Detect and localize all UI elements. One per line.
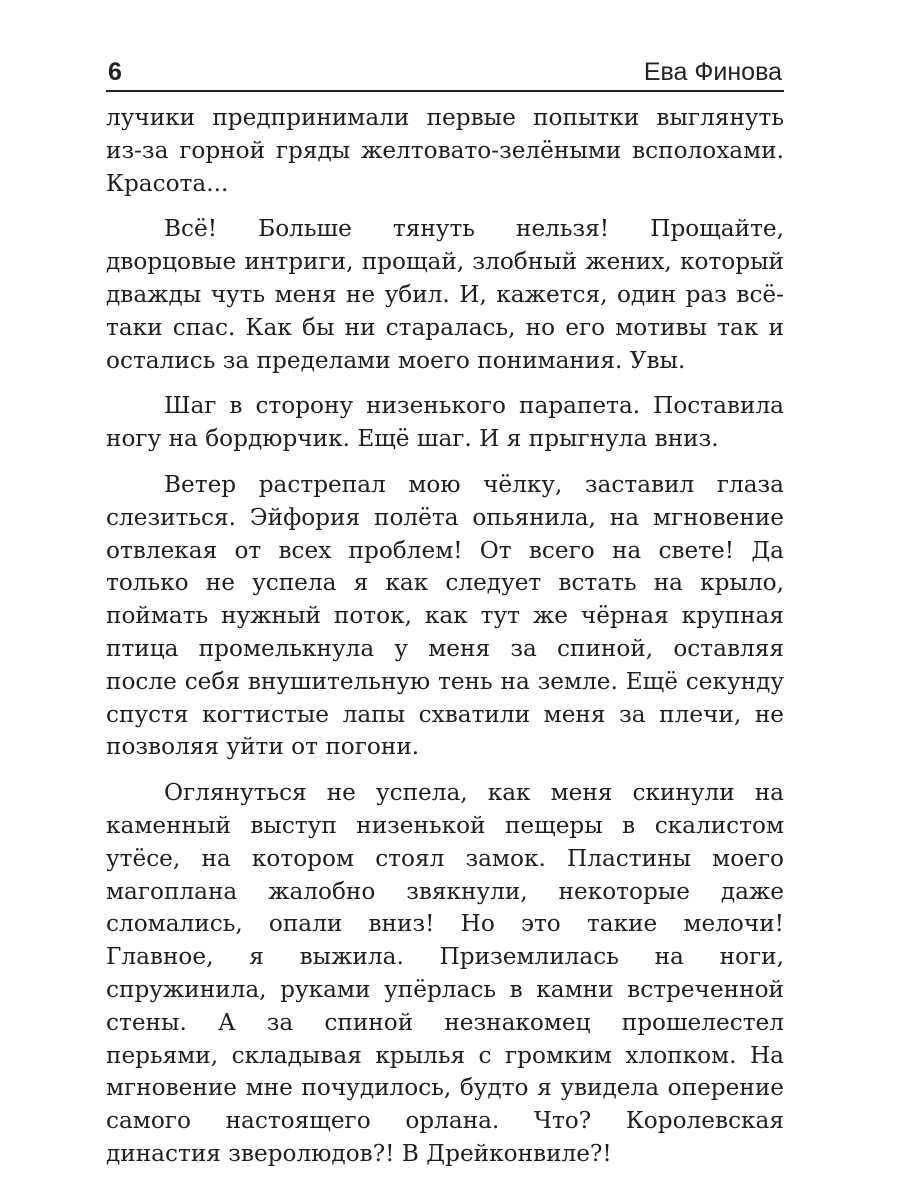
book-page [106,54,784,1174]
paragraph: лучики предпринимали первые попытки выглянуть из-за горной гряды желтовато-зелёными всполохами. Красота... [106,104,784,197]
body-text [106,102,784,1171]
header-rule [106,90,784,92]
page-number: 6 [108,58,122,86]
paragraph: Всё! Больше тянуть нельзя! Прощайте, дворцовые интриги, прощай, злобный жених, который дважды чуть меня не убил. И, кажется, один раз всё-таки спас. Как бы ни старалась, но его мотивы так и остались за пределами моего понимания. Увы. [106,215,784,374]
author-name: Ева Финова [643,58,782,86]
running-header [106,54,784,90]
paragraph: Шаг в сторону низенького парапета. Поставила ногу на бордюрчик. Ещё шаг. И я прыгнула вниз. [106,392,784,453]
paragraph: Оглянуться не успела, как меня скинули на каменный выступ низенькой пещеры в скалистом утёсе, на котором стоял замок. Пластины моего магоплана жалобно звякнули, некоторые даже сломались, опали вниз! Но это такие мелочи! Главное, я выжила. Приземлилась на ноги, спружинила, руками упёрлась в камни встреченной стены. А за спиной незнакомец прошелестел перьями, складывая крылья с громким хлопком. На мгновение мне почудилось, будто я увидела оперение самого настоящего орлана. Что? Королевская династия зверолюдов?! В Дрейконвиле?! [106,779,784,1167]
paragraph: Ветер растрепал мою чёлку, заставил глаза слезиться. Эйфория полёта опьянила, на мгновение отвлекая от всех проблем! От всего на свете! Да только не успела я как следует встать на крыло, поймать нужный поток, как тут же чёрная крупная птица промелькнула у меня за спиной, оставляя после себя внушительную тень на земле. Ещё секунду спустя когтистые лапы схватили меня за плечи, не позволяя уйти от погони. [106,470,784,761]
